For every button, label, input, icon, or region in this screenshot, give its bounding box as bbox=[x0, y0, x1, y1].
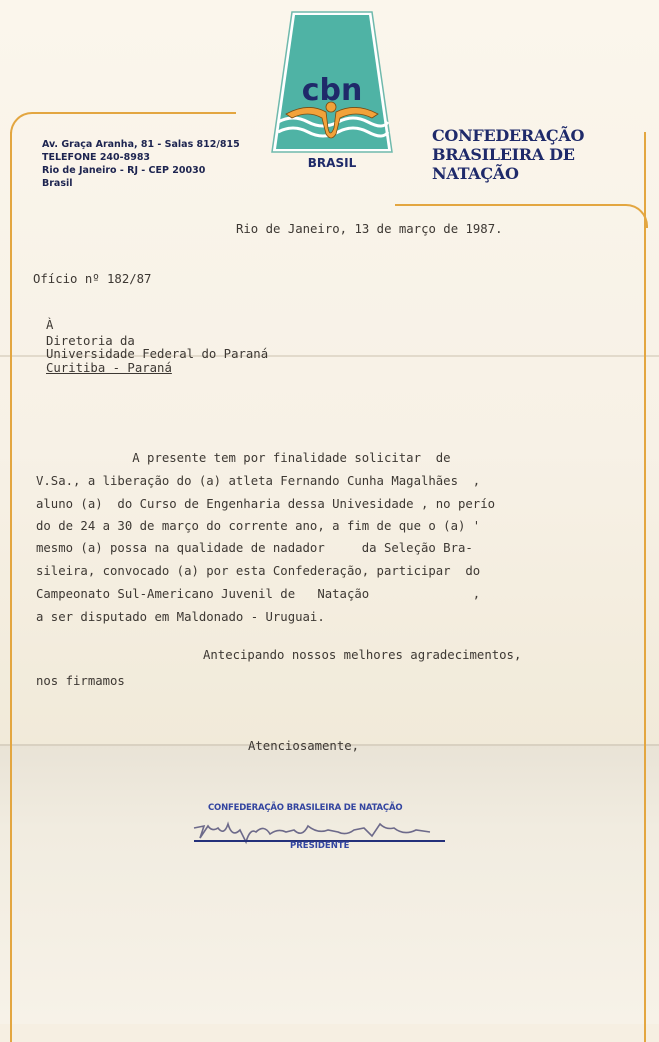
letter-reference: Ofício nº 182/87 bbox=[33, 272, 152, 286]
org-name-line: NATAÇÃO bbox=[432, 164, 519, 183]
body-line: sileira, convocado (a) por esta Confederação, participar do bbox=[36, 564, 481, 578]
organization-name bbox=[432, 126, 584, 183]
stamp-title: PRESIDENTE bbox=[290, 841, 350, 851]
body-line: A presente tem por finalidade solicitar de bbox=[36, 451, 451, 465]
org-name-line: CONFEDERAÇÃO bbox=[432, 126, 585, 145]
letter-date: Rio de Janeiro, 13 de março de 1987. bbox=[236, 222, 503, 236]
recipient-city: Curitiba - Paraná bbox=[46, 361, 172, 375]
cbn-logo bbox=[268, 10, 396, 170]
body-line: do de 24 a 30 de março do corrente ano, a fim de que o (a) ' bbox=[36, 519, 481, 533]
body-line: a ser disputado em Maldonado - Uruguai. bbox=[36, 610, 325, 624]
body-line: mesmo (a) possa na qualidade de nadador da Seleção Bra- bbox=[36, 541, 473, 555]
closing-line: Antecipando nossos melhores agradecimentos, bbox=[203, 648, 522, 662]
swimmer-logo-icon bbox=[268, 10, 396, 170]
body-line: V.Sa., a liberação do (a) atleta Fernando Cunha Magalhães , bbox=[36, 474, 481, 488]
letterhead-address bbox=[42, 138, 240, 190]
address-line: Av. Graça Aranha, 81 - Salas 812/815 bbox=[42, 139, 240, 150]
stamp-organization: CONFEDERAÇÃO BRASILEIRA DE NATAÇÃO bbox=[208, 803, 403, 813]
address-line: Brasil bbox=[42, 178, 73, 189]
logo-country: BRASIL bbox=[307, 156, 357, 170]
logo-text: cbn bbox=[301, 73, 363, 108]
address-line: Rio de Janeiro - RJ - CEP 20030 bbox=[42, 165, 206, 176]
org-name-line: BRASILEIRA DE bbox=[432, 145, 575, 164]
frame-segment bbox=[644, 224, 646, 244]
recipient-line: Diretoria da bbox=[46, 334, 135, 348]
address-line: TELEFONE 240-8983 bbox=[42, 152, 151, 163]
recipient-line: Universidade Federal do Paraná bbox=[46, 347, 269, 361]
closing-line: nos firmamos bbox=[36, 674, 125, 688]
body-line: aluno (a) do Curso de Engenharia dessa Univesidade , no perío bbox=[36, 497, 496, 511]
recipient-salutation: À bbox=[46, 318, 54, 332]
sign-off: Atenciosamente, bbox=[248, 739, 360, 753]
body-line: Campeonato Sul-Americano Juvenil de Natação , bbox=[36, 587, 481, 601]
